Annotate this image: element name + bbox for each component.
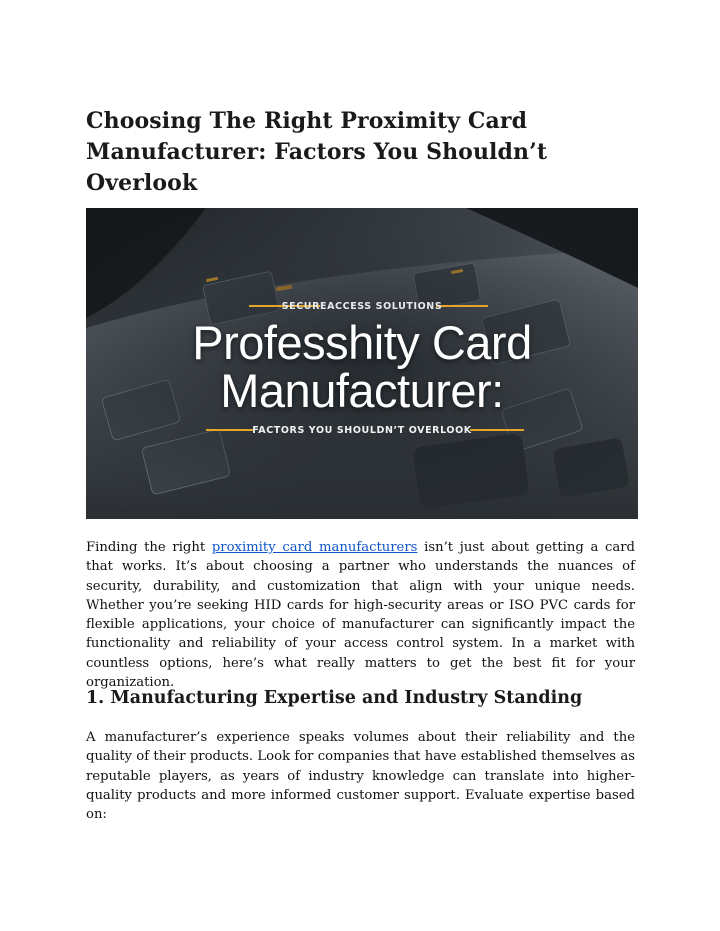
hero-headline-line1: Professhity Card [192, 316, 532, 369]
proximity-card-manufacturers-link[interactable]: proximity card manufacturers [211, 540, 418, 555]
hero-image [86, 208, 638, 519]
hero-subtitle: FACTORS YOU SHOULDN’T OVERLOOK [252, 425, 472, 436]
section-heading-manufacturing-expertise: 1. Manufacturing Expertise and Industry Standing [86, 688, 583, 708]
hero-headline-line2: Manufacturer: [220, 364, 504, 417]
intro-text-before-link: Finding the right [86, 540, 212, 555]
hero-brand-text: SECUREACCESS SOLUTIONS [281, 301, 443, 312]
intro-text-after-link: isn’t just about getting a card that works. It’s about choosing a partner who understands the nuances of security, durability, and customization that align with your unique needs. Whether you’re seeking HID cards for high-security areas or ISO PVC cards for flexible applications, your choice of manufacturer can significantly impact the functionality and reliability of your access control system. In a market with countless options, here’s what really matters to get the best fit for your organization. [86, 540, 635, 691]
page-title: Choosing The Right Proximity Card Manufacturer: Factors You Shouldn’t Overlook [86, 108, 548, 196]
section1-paragraph: A manufacturer’s experience speaks volumes about their reliability and the quality of their products. Look for companies that have established themselves as reputable players, as years of industry knowledge can translate into higher-quality products and more informed customer support. Evaluate expertise based on: [86, 730, 635, 823]
intro-paragraph [86, 538, 635, 692]
